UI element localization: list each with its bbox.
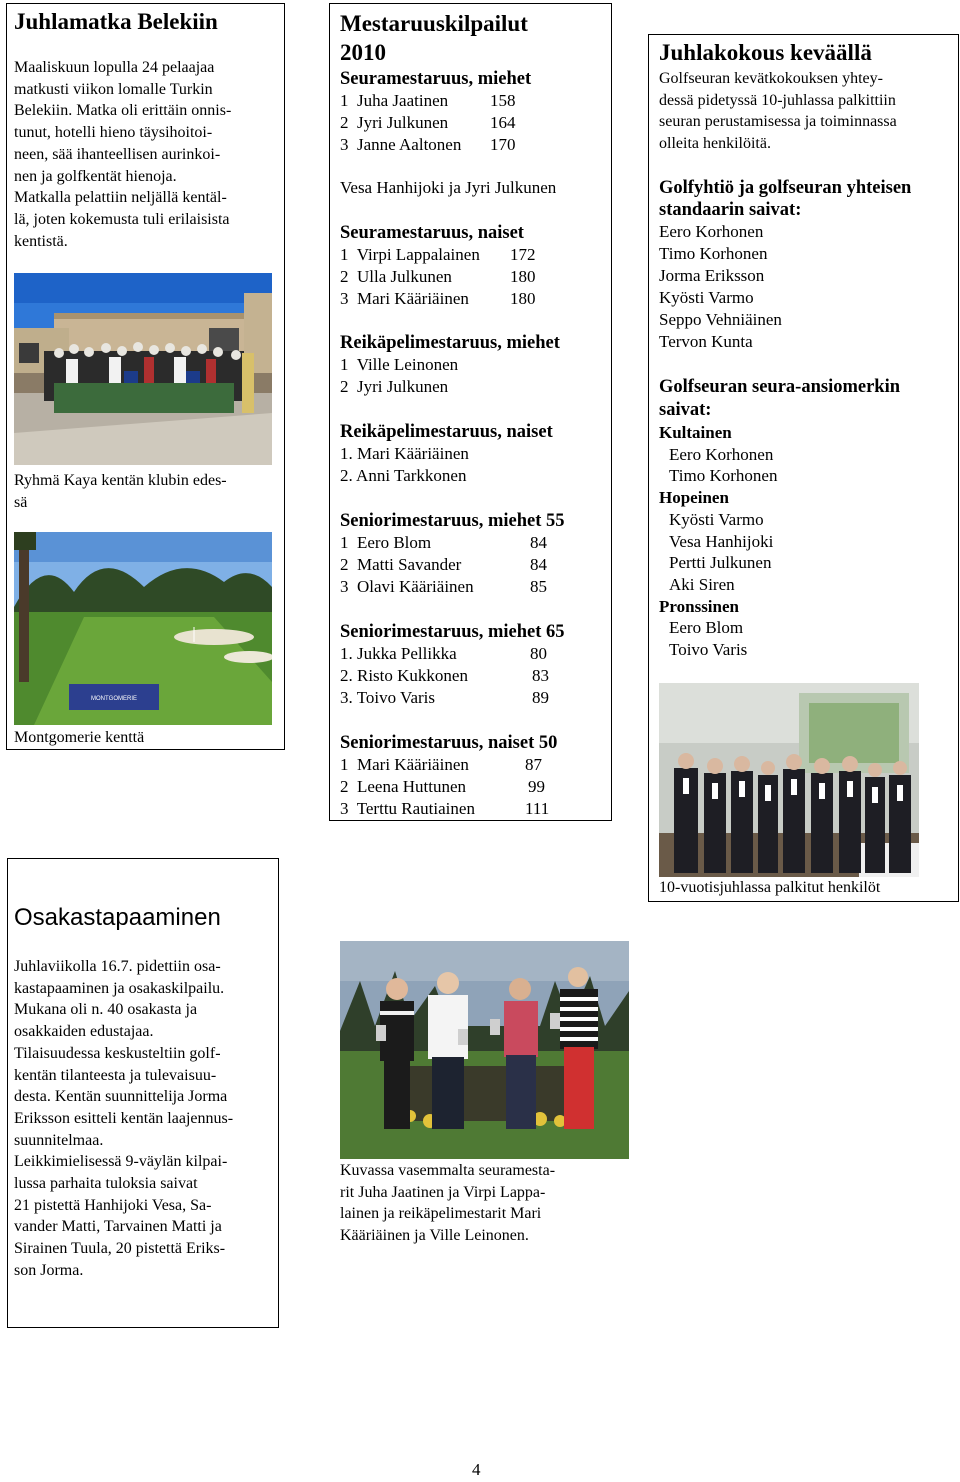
shareholder-body: Juhlaviikolla 16.7. pidettiin osa- kastapaaminen ja osakaskilpailu. Mukana oli n. 40 osakasta ja osakkaiden edustajaa. Tilaisuudessa keskusteltiin golf- kentän tilanteesta ja tulevaisuu- desta. Kentän suunnittelija Jorma Eriksson esitteli kentän laajennus- suunnitelmaa. Leikkimielisessä 9-väylän kilpai- lussa parhaita tuloksia saivat 21 pistettä Hanhijoki Vesa, Sa- vander Matti, Tarvainen Matti ja Sirainen Tuula, 20 pistettä Eriks- son Jorma. — [14, 958, 234, 1279]
results-note: Vesa Hanhijoki ja Jyri Julkunen — [340, 178, 557, 197]
results-title: Mestaruuskilpailut 2010 — [340, 11, 528, 65]
championship-results — [329, 3, 612, 821]
course-photo-caption: Montgomerie kenttä — [14, 729, 145, 746]
course-photo — [14, 532, 272, 725]
trip-body: Maaliskuun lopulla 24 pelaajaa matkusti viikon lomalle Turkin Belekiin. Matka oli erittäin onnis- tunut, hotelli hieno täysihoitoi- neen, sää ihanteellisen aurinkoi- nen ja golfkentät hienoja. Matkalla pelattiin neljällä kentäl- lä, joten kokemusta tuli erilaisista kentistä. — [14, 59, 232, 250]
page-number: 4 — [472, 1460, 481, 1479]
group-photo — [14, 273, 272, 465]
silver-label: Hopeinen — [659, 488, 729, 508]
trip-article — [6, 3, 285, 750]
shareholder-title: Osakastapaaminen — [14, 904, 221, 931]
results-section-senior-women-50: Seniorimestaruus, naiset 50 1 Mari Kääriäinen 87 2 Leena Huttunen 99 3 Terttu Rautiainen 111 — [340, 733, 558, 818]
trip-title: Juhlamatka Belekiin — [14, 9, 218, 34]
meeting-title: Juhlakokous keväällä — [659, 40, 872, 65]
gold-label: Kultainen — [659, 423, 732, 442]
results-section-women: Seuramestaruus, naiset 1 Virpi Lappalainen 172 2 Ulla Julkunen 180 3 Mari Kääriäinen 180 — [340, 223, 536, 308]
bronze-label: Pronssinen — [659, 596, 739, 616]
winners-photo — [340, 941, 629, 1159]
awardees-caption: 10-vuotisjuhlassa palkitut henkilöt — [659, 879, 881, 896]
group-photo-caption: Ryhmä Kaya kentän klubin edes- sä — [14, 472, 227, 511]
results-section-senior-men-55: Seniorimestaruus, miehet 55 1 Eero Blom 84 2 Matti Savander 84 3 Olavi Kääriäinen 85 — [340, 511, 565, 596]
results-section-senior-men-65: Seniorimestaruus, miehet 65 1. Jukka Pellikka 80 2. Risto Kukkonen 83 3. Toivo Varis 89 — [340, 622, 565, 707]
results-section-matchplay-men: Reikäpelimestaruus, miehet 1 Ville Leinonen 2 Jyri Julkunen — [340, 333, 560, 396]
anniversary-meeting — [648, 34, 959, 902]
winners-caption: Kuvassa vasemmalta seuramesta- rit Juha Jaatinen ja Virpi Lappa- lainen ja reikäpelimestarit Mari Kääriäinen ja Ville Leinonen. — [340, 1162, 556, 1245]
course-sign-text: MONTGOMERIE — [91, 696, 137, 702]
results-section-men: Seuramestaruus, miehet 1 Juha Jaatinen 158 2 Jyri Julkunen 164 3 Janne Aaltonen 170 — [340, 68, 608, 156]
meeting-intro: Golfseuran kevätkokouksen yhtey- dessä pidetyssä 10-juhlassa palkittiin seuran perustamisessa ja toiminnassa olleita henkilöitä. — [659, 70, 897, 153]
awardees-photo — [659, 683, 919, 877]
standard-list: Golfyhtiö ja golfseuran yhteisen standaarin saivat: Eero Korhonen Timo Korhonen Jorma Eriksson Kyösti Varmo Seppo Vehniäinen Tervon Kunta — [659, 178, 912, 351]
section-heading: Seuramestaruus, miehet — [340, 69, 532, 89]
shareholder-meeting — [7, 858, 279, 1328]
merit-badge-list: Golfseuran seura-ansiomerkin saivat: Kultainen Eero Korhonen Timo Korhonen Hopeinen Kyösti Varmo Vesa Hanhijoki Pertti Julkunen Aki Siren Pronssinen Eero Blom Toivo Varis — [659, 376, 957, 661]
results-section-matchplay-women: Reikäpelimestaruus, naiset 1. Mari Kääriäinen 2. Anni Tarkkonen — [340, 422, 553, 485]
